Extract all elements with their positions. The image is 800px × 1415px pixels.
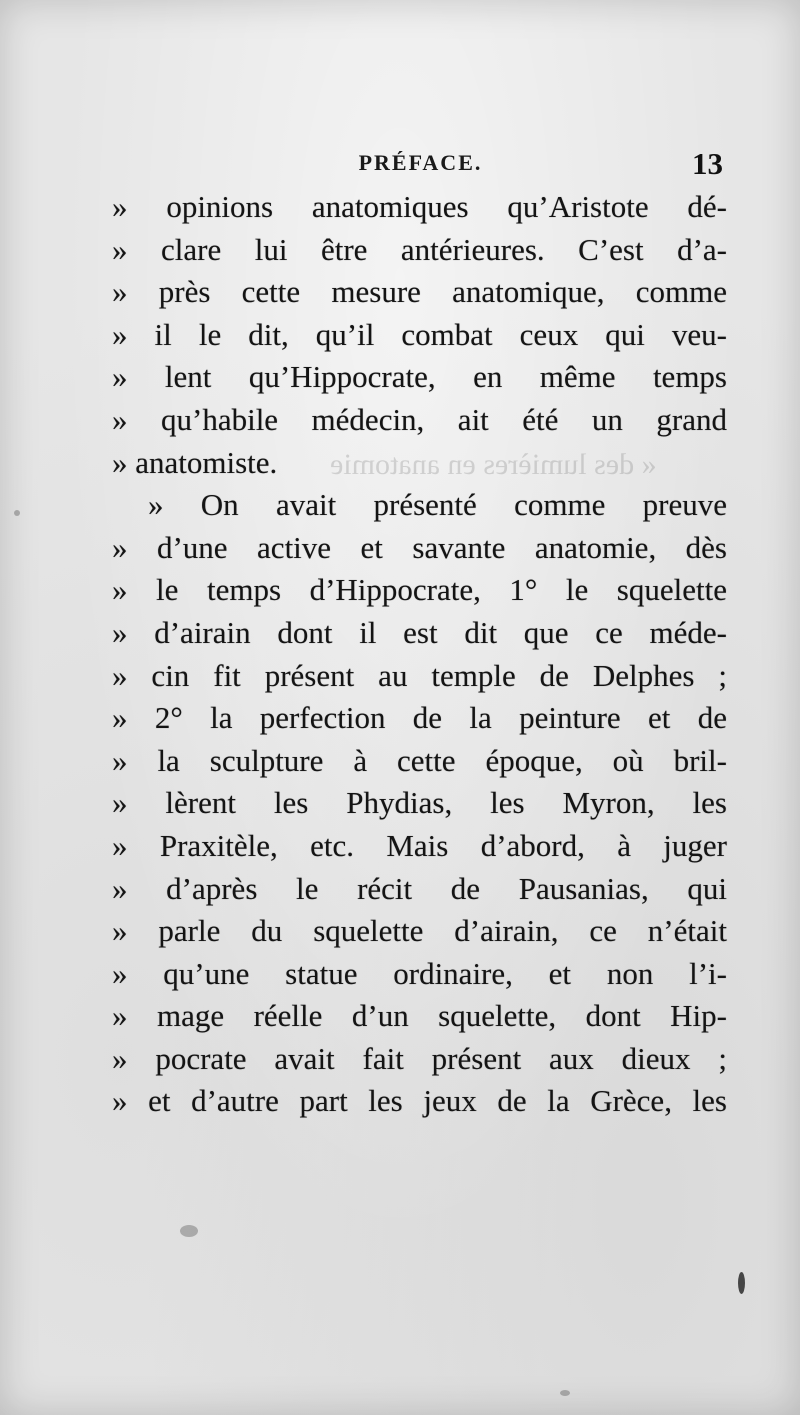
text-line: » clare lui être antérieures. C’est d’a- <box>112 231 727 267</box>
text-line: » pocrate avait fait présent aux dieux ; <box>112 1040 727 1076</box>
ink-speck <box>560 1390 570 1396</box>
text-line: » 2° la perfection de la peinture et de <box>112 700 727 736</box>
ink-speck <box>14 510 20 516</box>
text-line: » mage réelle d’un squelette, dont Hip- <box>112 998 727 1034</box>
text-line: » le temps d’Hippocrate, 1° le squelette <box>112 572 727 608</box>
text-line: » d’airain dont il est dit que ce méde- <box>112 614 727 650</box>
text-line: » il le dit, qu’il combat ceux qui veu- <box>112 316 727 352</box>
ink-speck <box>180 1225 198 1237</box>
text-line: » lent qu’Hippocrate, en même temps <box>112 359 727 395</box>
text-line: » qu’habile médecin, ait été un grand <box>112 401 727 437</box>
text-line: » lèrent les Phydias, les Myron, les <box>112 785 727 821</box>
text-line: » qu’une statue ordinaire, et non l’i- <box>112 955 727 991</box>
page-number: 13 <box>692 146 723 181</box>
text-line: » On avait présenté comme preuve <box>148 487 727 523</box>
bleed-through-text: « des lumières en anatomie <box>330 448 657 481</box>
text-line: » d’après le récit de Pausanias, qui <box>112 870 727 906</box>
text-line: » parle du squelette d’airain, ce n’était <box>112 913 727 949</box>
text-line: » cin fit présent au temple de Delphes ; <box>112 657 727 693</box>
running-head <box>118 146 723 182</box>
text-line: » Praxitèle, etc. Mais d’abord, à juger <box>112 827 727 863</box>
running-title: PRÉFACE. <box>358 150 483 175</box>
text-line: » anatomiste. <box>112 444 278 480</box>
text-line: » près cette mesure anatomique, comme <box>112 274 727 310</box>
text-line: » et d’autre part les jeux de la Grèce, les <box>112 1083 727 1119</box>
text-line: » la sculpture à cette époque, où bril- <box>112 742 727 778</box>
text-line: » d’une active et savante anatomie, dès <box>112 529 727 565</box>
text-line: » opinions anatomiques qu’Aristote dé- <box>112 189 727 224</box>
ink-speck <box>738 1272 745 1294</box>
body-text <box>112 186 727 1123</box>
